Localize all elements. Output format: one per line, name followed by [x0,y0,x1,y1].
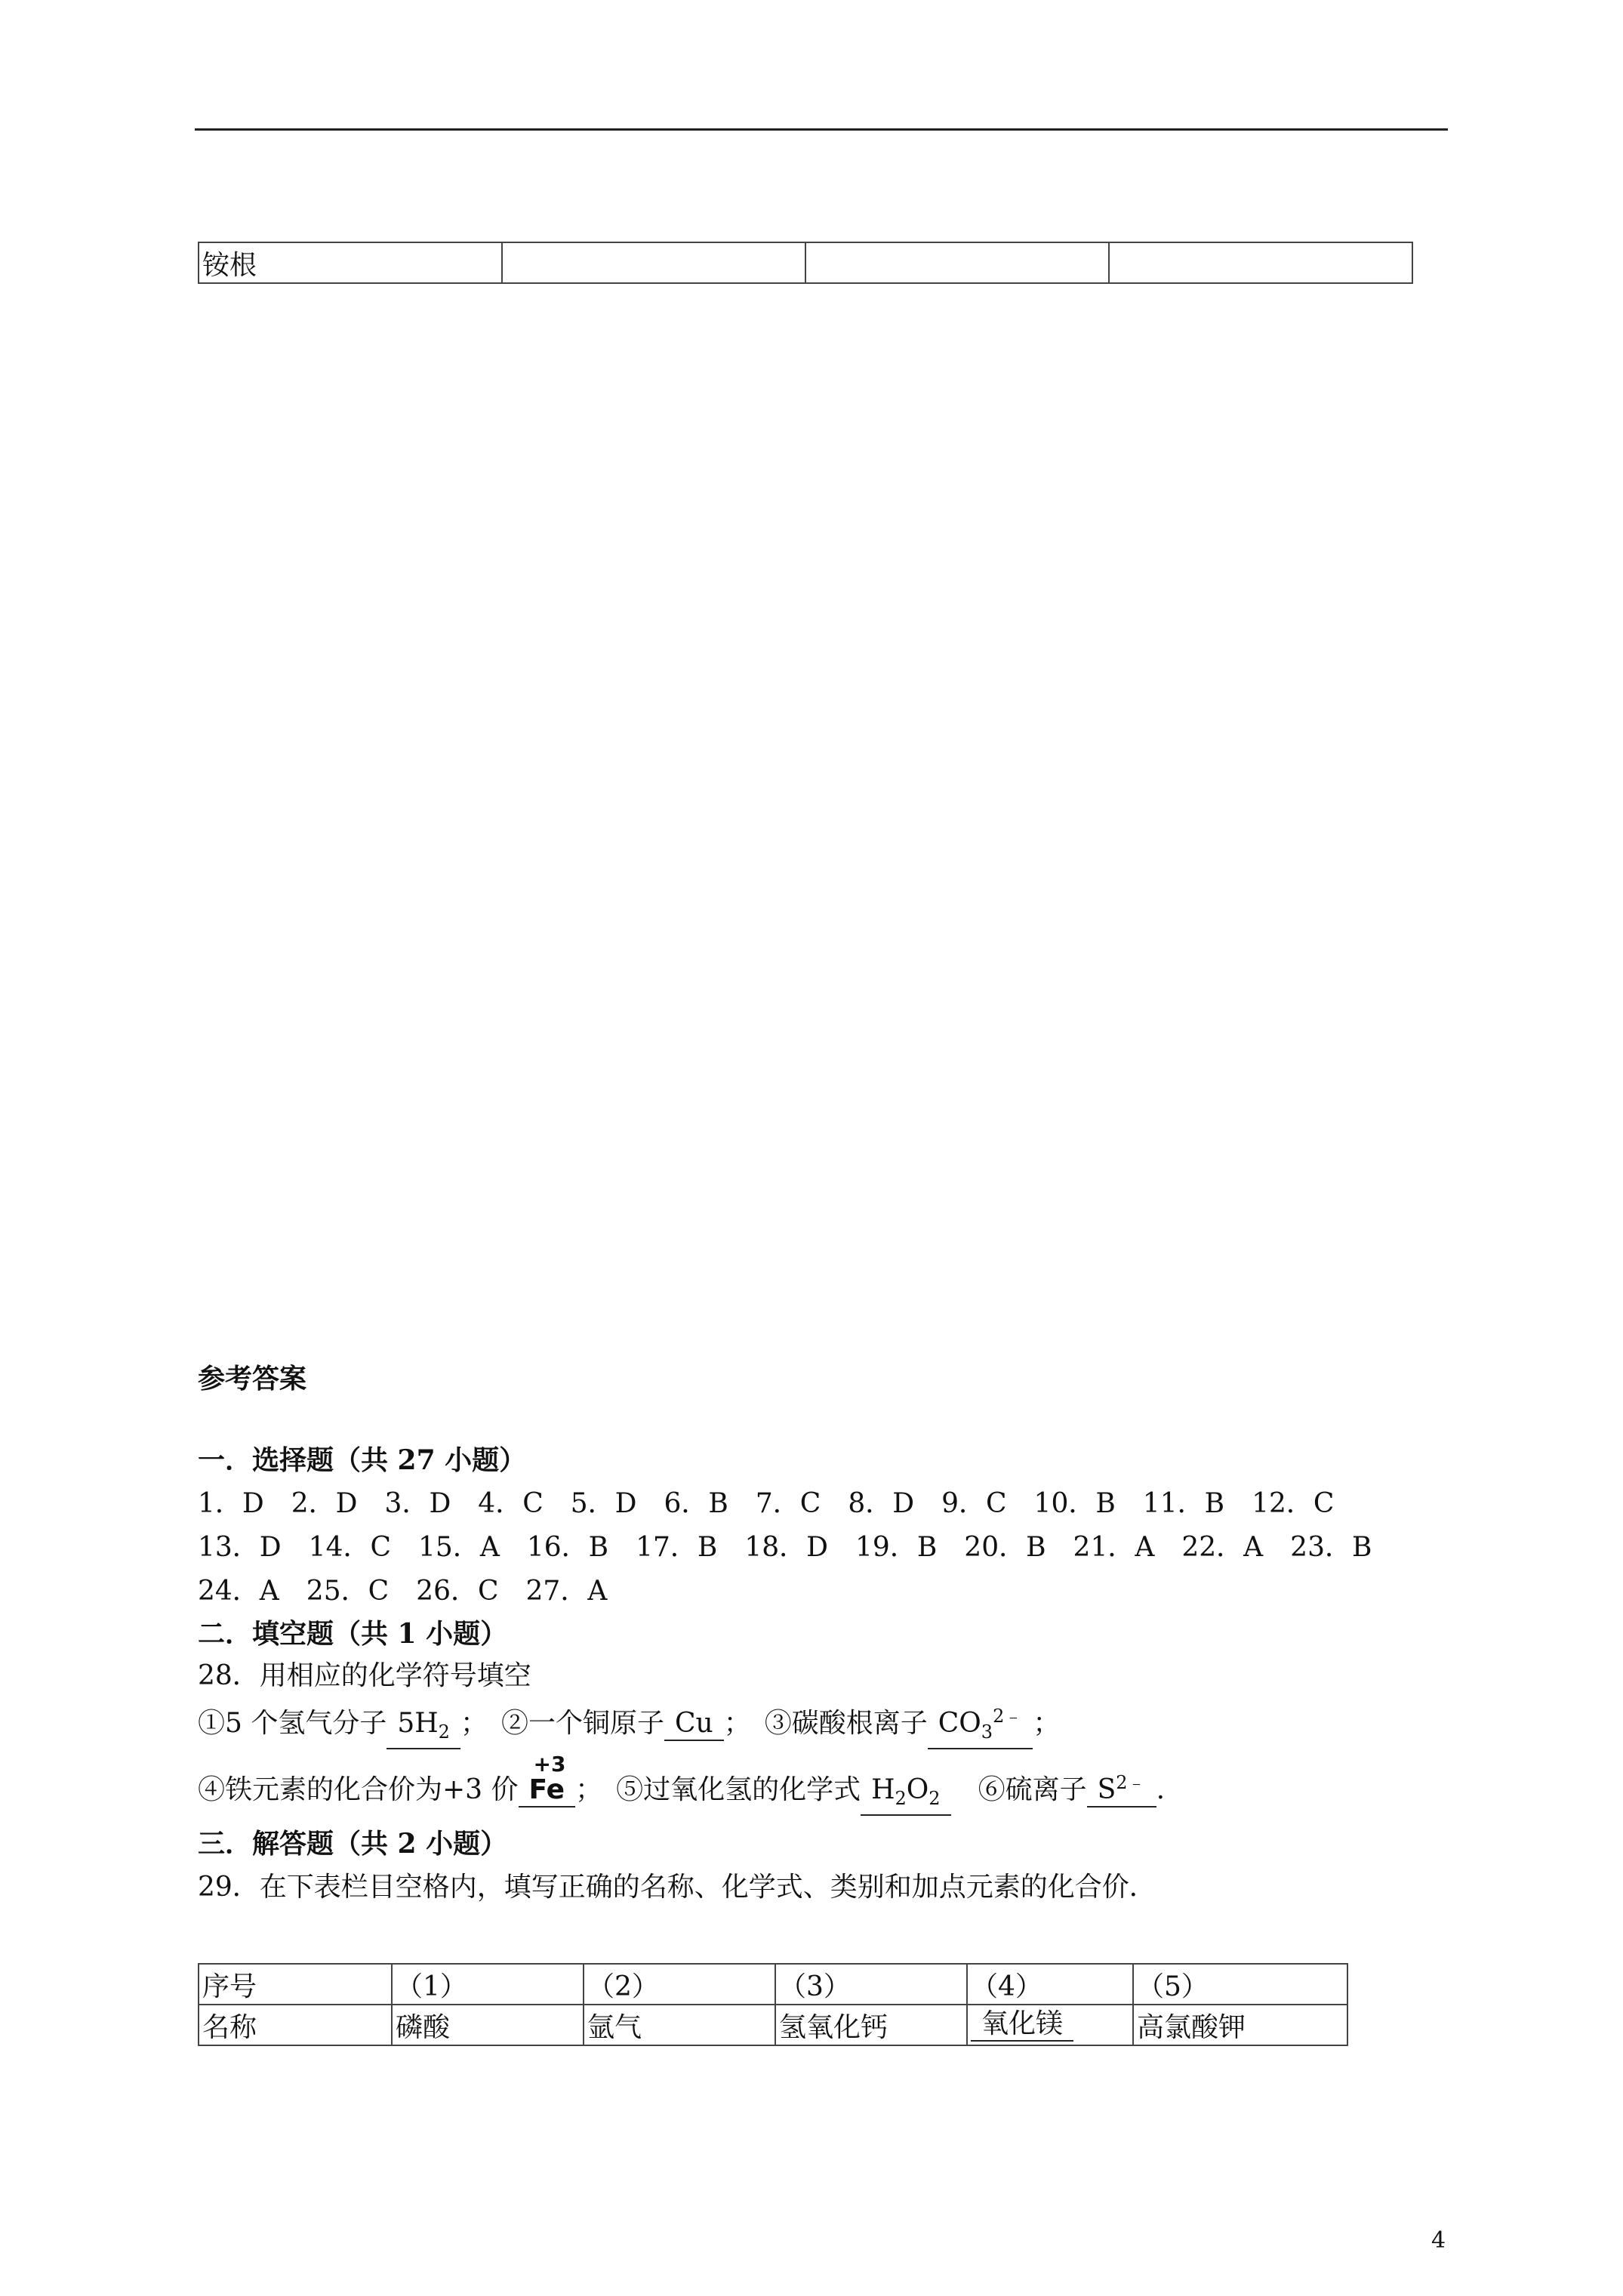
top-table [198,242,1413,284]
answer-subscript: 2 [895,1788,907,1810]
section-heading-3: 三．解答题（共 2 小题） [198,1828,508,1860]
header-rule [195,128,1448,131]
element-symbol: Fe [528,1774,565,1805]
section-heading-2: 二．填空题（共 1 小题） [198,1618,508,1650]
valence-label: +3 [533,1752,566,1777]
table-cell [805,242,1109,283]
mc-answers-row-1: 1．D 2．D 3．D 4．C 5．D 6．B 7．C 8．D 9．C 10．B 11．B 12．C [198,1488,1335,1519]
q28-title: 28．用相应的化学符号填空 [198,1660,531,1691]
fe-valence-symbol [528,1752,566,1806]
answer-superscript: 2﹣ [993,1706,1023,1727]
table-cell: 磷酸 [392,2005,584,2045]
answer-blank-2: Cu [664,1708,724,1741]
q28-prompt-2: ； ②一个铜原子 [460,1708,664,1739]
answer-blank-7: 氧化镁 [971,2008,1073,2042]
answer-text: H [871,1774,895,1805]
answer-superscript: 2﹣ [1116,1772,1146,1793]
answer-subscript: 2 [438,1721,450,1743]
answer-subscript: 3 [981,1721,993,1743]
q29-title: 29．在下表栏目空格内，填写正确的名称、化学式、类别和加点元素的化合价． [198,1872,1156,1903]
answers-heading: 参考答案 [198,1363,307,1395]
table-row [199,242,1412,283]
mc-answers-row-2: 13．D 14．C 15．A 16．B 17．B 18．D 19．B 20．B 21．A 22．A 23．B [198,1532,1372,1563]
q28-prompt-6: ； ⑤过氧化氢的化学式 [575,1774,861,1805]
answer-blank-1 [387,1708,460,1749]
table-cell: 氩气 [584,2005,775,2045]
answer-table [198,1963,1348,2046]
table-cell [967,2005,1133,2045]
q28-prompt-8: . [1156,1774,1166,1805]
answer-text: O [906,1774,929,1805]
mc-answers-row-3: 24．A 25．C 26．C 27．A [198,1576,608,1607]
table-cell: 铵根 [199,242,502,283]
table-header-cell: （5） [1133,1964,1347,2005]
answer-text: CO [938,1708,981,1739]
answer-blank-5 [861,1774,950,1816]
answer-subscript: 2 [929,1788,941,1810]
table-header-cell: （2） [584,1964,775,2005]
table-header-cell: （4） [967,1964,1133,2005]
answer-text: 5H [397,1708,439,1739]
table-row [199,2005,1347,2045]
answer-blank-4 [519,1752,576,1808]
section-heading-1: 一．选择题（共 27 小题） [198,1444,527,1476]
answer-blank-6 [1087,1767,1156,1808]
q28-prompt-3: ； ③碳酸根离子 [723,1708,928,1739]
q28-line-1 [198,1700,1060,1749]
q28-prompt-1: ①5 个氢气分子 [198,1708,387,1739]
table-cell [502,242,805,283]
answer-blank-3 [928,1700,1033,1749]
q28-line-2 [198,1752,1166,1816]
table-cell: 氢氧化钙 [775,2005,967,2045]
table-header-cell: （1） [392,1964,584,2005]
q28-prompt-7: ⑥硫离子 [978,1774,1087,1805]
table-header-cell: （3） [775,1964,967,2005]
q28-prompt-4: ； [1033,1708,1061,1739]
table-header-cell: 序号 [199,1964,392,2005]
table-cell: 高氯酸钾 [1133,2005,1347,2045]
table-cell: 名称 [199,2005,392,2045]
table-cell [1109,242,1412,283]
q28-prompt-5: ④铁元素的化合价为+3 价 [198,1774,519,1805]
answer-text: S [1097,1774,1116,1805]
table-row [199,1964,1347,2005]
page-number: 4 [1431,2227,1446,2254]
